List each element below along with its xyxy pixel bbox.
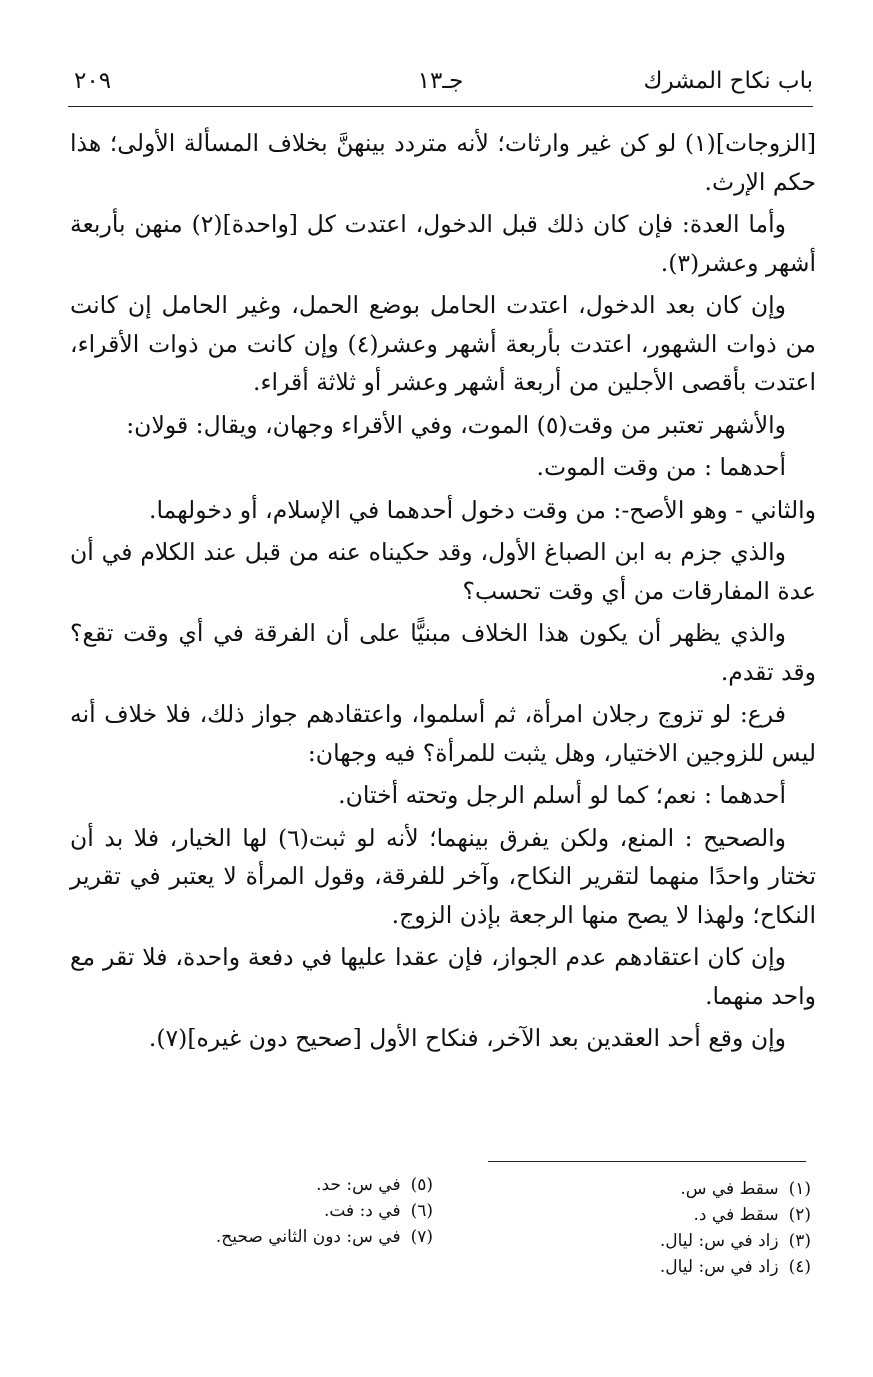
paragraph: وأما العدة: فإن كان ذلك قبل الدخول، اعتدت كل [واحدة](٢) منهن بأربعة أشهر وعشر(٣).	[70, 210, 816, 277]
footnote-number: (٣)	[788, 1231, 811, 1251]
running-header	[68, 62, 813, 107]
footnote	[143, 1198, 433, 1224]
paragraph: والأشهر تعتبر من وقت(٥) الموت، وفي الأقراء وجهان، ويقال: قولان:	[126, 410, 786, 439]
footnote-text: سقط في د.	[693, 1205, 779, 1225]
paragraph: وإن كان اعتقادهم عدم الجواز، فإن عقدا عليها في دفعة واحدة، فلا تقر مع واحد منهما.	[70, 943, 816, 1010]
footnote	[511, 1202, 811, 1228]
footnotes-left-column	[143, 1172, 433, 1250]
footnote-number: (١)	[788, 1179, 811, 1199]
paragraph: والذي جزم به ابن الصباغ الأول، وقد حكيناه عنه من قبل عند الكلام في أن عدة المفارقات من أي وقت تحسب؟	[70, 538, 816, 605]
footnote-text: سقط في س.	[680, 1179, 779, 1199]
paragraph: والثاني - وهو الأصح-: من وقت دخول أحدهما في الإسلام، أو دخولهما.	[148, 495, 816, 524]
footnote-text: زاد في س: ليال.	[659, 1231, 779, 1251]
footnote	[143, 1172, 433, 1198]
footnote-text: زاد في س: ليال.	[659, 1257, 779, 1277]
footnote-text: في د: فت.	[323, 1201, 401, 1221]
footnote-text: في س: دون الثاني صحيح.	[215, 1227, 401, 1247]
footnote-number: (٧)	[410, 1227, 433, 1247]
paragraph: وإن وقع أحد العقدين بعد الآخر، فنكاح الأول [صحيح دون غيره](٧).	[148, 1024, 786, 1052]
footnote-number: (٦)	[410, 1201, 433, 1221]
chapter-title: باب نكاح المشرك	[643, 68, 813, 94]
paragraph: فرع: لو تزوج رجلان امرأة، ثم أسلموا، واعتقادهم جواز ذلك، فلا خلاف أنه ليس للزوجين الاختيار، وهل يثبت للمرأة؟ فيه وجهان:	[70, 700, 816, 767]
paragraph: أحدهما : من وقت الموت.	[536, 453, 786, 481]
paragraph: وإن كان بعد الدخول، اعتدت الحامل بوضع الحمل، وغير الحامل إن كانت من ذوات الشهور، اعتدت بأربعة أشهر وعشر(٤) وإن كانت من ذوات الأقراء، اعتدت بأقصى الأجلين من أربعة أشهر وعشر أو ثلاثة أقراء.	[70, 291, 817, 396]
paragraph: [الزوجات](١) لو كن غير وارثات؛ لأنه متردد بينهنَّ بخلاف المسألة الأولى؛ هذا حكم الإرث.	[70, 129, 816, 196]
footnote	[143, 1224, 433, 1250]
footnote	[511, 1228, 811, 1254]
footnote-text: في س: حد.	[316, 1175, 401, 1195]
paragraph: والصحيح : المنع، ولكن يفرق بينهما؛ لأنه لو ثبت(٦) لها الخيار، فلا بد أن تختار واحدًا منهما لتقرير النكاح، وآخر للفرقة، وقول المرأة لا يعتبر في تقرير النكاح؛ ولهذا لا يصح منها الرجعة بإذن الزوج.	[70, 823, 816, 929]
main-text	[70, 124, 816, 1062]
footnote-number: (٢)	[788, 1205, 811, 1225]
footnote-number: (٤)	[788, 1257, 811, 1277]
volume-label: جـ١٣	[417, 68, 464, 94]
footnote-number: (٥)	[410, 1175, 433, 1195]
page-number: ٢٠٩	[74, 68, 112, 94]
paragraph: أحدهما : نعم؛ كما لو أسلم الرجل وتحته أختان.	[338, 781, 786, 809]
footnote	[511, 1176, 811, 1202]
footnote	[511, 1254, 811, 1280]
paragraph: والذي يظهر أن يكون هذا الخلاف مبنيًّا على أن الفرقة في أي وقت تقع؟ وقد تقدم.	[70, 619, 816, 686]
footnotes-right-column	[511, 1176, 811, 1280]
footnote-divider	[488, 1161, 806, 1162]
